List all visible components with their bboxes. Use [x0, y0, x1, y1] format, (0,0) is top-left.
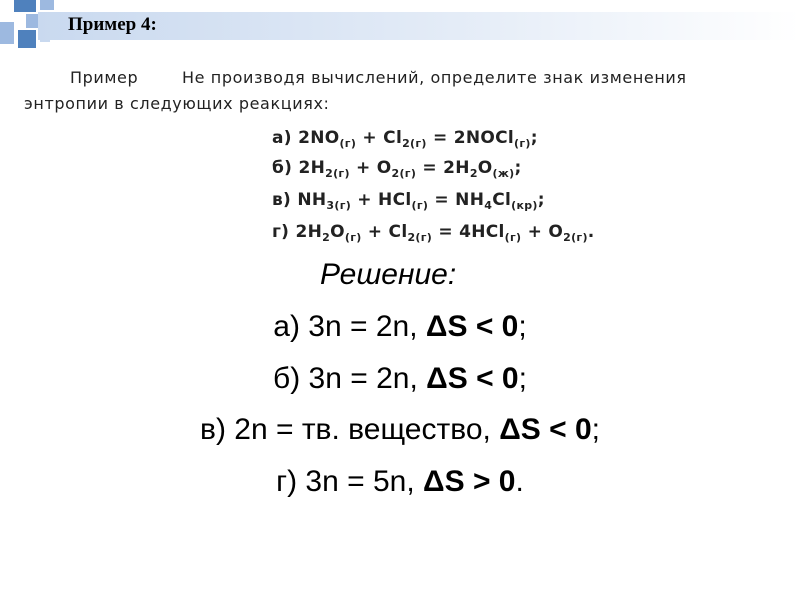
task-text: Не производя вычислений, определите знак изменения — [182, 68, 687, 87]
textbook-excerpt — [24, 62, 764, 252]
task-text-line2: энтропии в следующих реакциях: — [24, 94, 330, 113]
solution-line-c: в) 2n = тв. вещество, ΔS < 0; — [200, 413, 600, 446]
reaction-d: г) $2H_2O_{(г)} + Cl_{2(г)} = 4HCl_{(г)} + O_{2(г)}$. — [272, 222, 595, 244]
example-label: Пример — [70, 68, 139, 87]
solution-line-b: б) 3n = 2n, ΔS < 0; — [273, 362, 527, 395]
task-text-line1 — [70, 68, 687, 87]
deco-square — [14, 0, 36, 12]
solution-heading: Решение: — [320, 258, 457, 291]
solution-line-a: а) 3n = 2n, ΔS < 0; — [273, 310, 527, 343]
reaction-c: в) $NH_{3(г)} + HCl_{(г)} = NH_4Cl_{(кр)}$; — [272, 190, 545, 212]
deco-square — [0, 22, 14, 44]
solution-line-d: г) 3n = 5n, ΔS > 0. — [276, 465, 524, 498]
slide-title: Пример 4: — [68, 14, 157, 35]
deco-square — [40, 0, 54, 10]
reaction-a: а) $2NO_{(г)} + Cl_{2(г)}$ = 2NOCl$_{(г)}$; — [272, 128, 538, 150]
reaction-b: б) $2H_{2(г)} + O_{2(г)} = 2H_2O_{(ж)}$; — [272, 158, 522, 180]
deco-square — [18, 30, 36, 48]
